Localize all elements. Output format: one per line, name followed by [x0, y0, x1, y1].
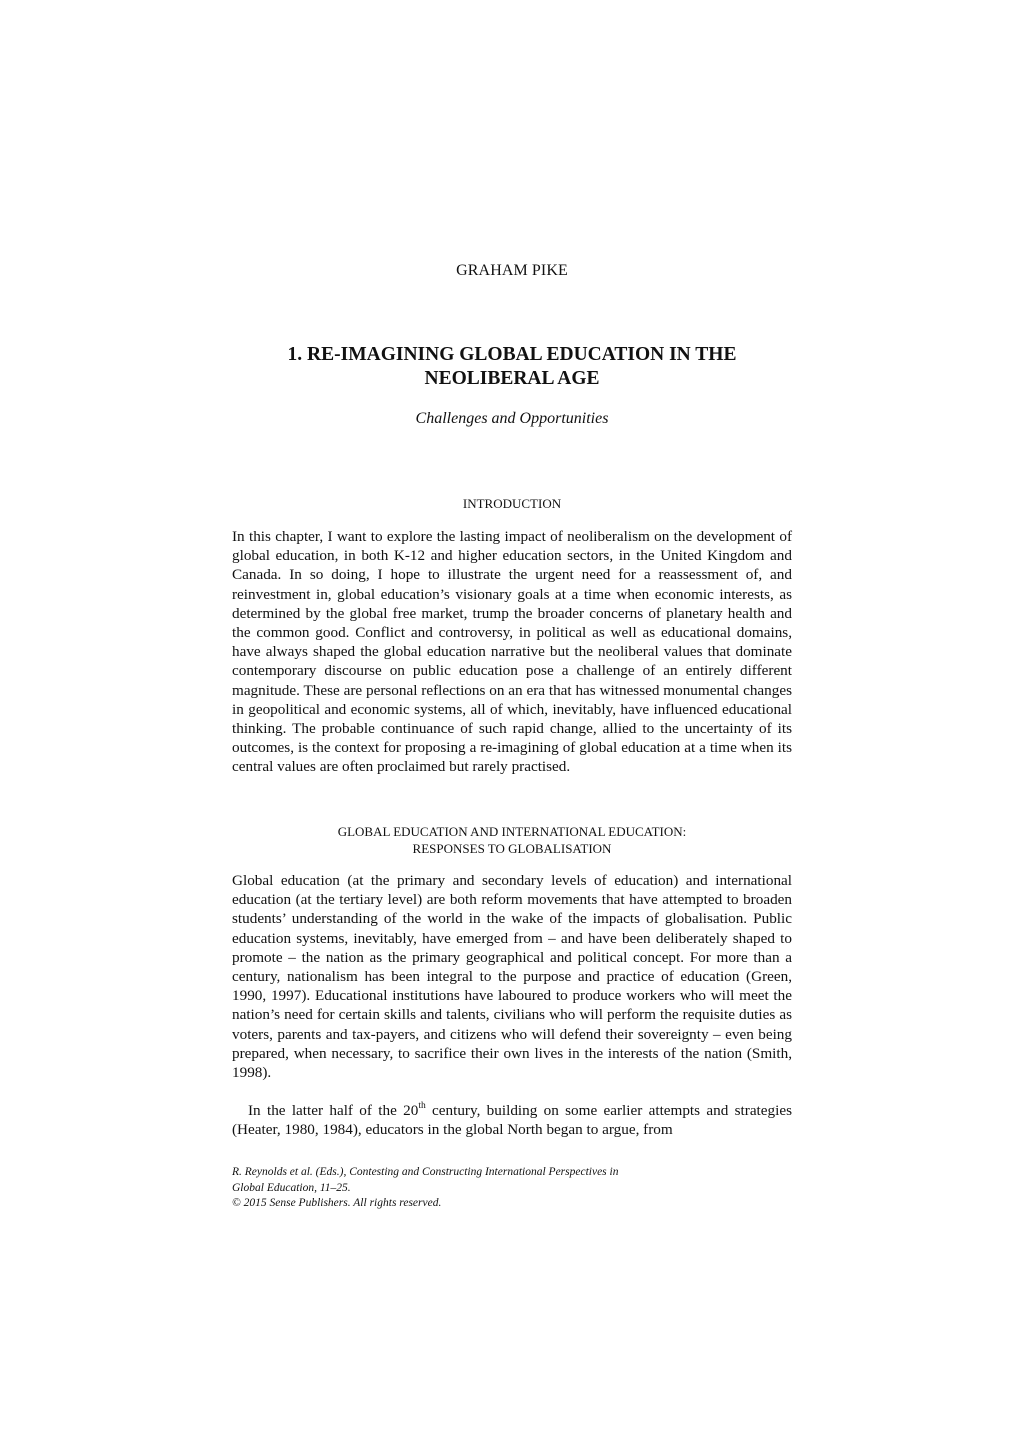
author-name: GRAHAM PIKE [456, 262, 568, 279]
footer-copyright: © 2015 Sense Publishers. All rights reserved. [232, 1197, 442, 1210]
global-education-paragraph-1: Global education (at the primary and secondary levels of education) and international education (at the tertiary level) are both reform movements that have attempted to broaden students’ understanding of the world in the wake of the impacts of globalisation. Public education systems, inevitably, have emerged from – and have been deliberately shaped to promote – the nation as the primary geographical and political concept. For more than a century, nationalism has been integral to the purpose and practice of education (Green, 1990, 1997). Educational institutions have laboured to produce workers who will meet the nation’s need for certain skills and talents, civilians who will perform the requisite duties as voters, parents and tax-payers, and citizens who will defend their sovereignty – even being prepared, when necessary, to sacrifice their own lives in the interests of the nation (Smith, 1998). [232, 872, 792, 1082]
book-page [232, 0, 792, 1448]
introduction-paragraph: In this chapter, I want to explore the lasting impact of neoliberalism on the development of global education, in both K-12 and higher education sectors, in the United Kingdom and Canada. In so doing, I hope to illustrate the urgent need for a reassessment of, and reinvestment in, global education’s visionary goals at a time when economic interests, as determined by the global free market, trump the broader concerns of planetary health and the common good. Conflict and controversy, in political as well as educational domains, have always shaped the global education narrative but the neoliberal values that dominate contemporary discourse on public education pose a challenge of an entirely different magnitude. These are personal reflections on an era that has witnessed monumental changes in geopolitical and economic systems, all of which, inevitably, have influenced educational thinking. The probable continuance of such rapid change, allied to the uncertainty of its outcomes, is the context for proposing a re-imagining of global education at a time when its central values are often proclaimed but rarely practised. [232, 528, 792, 776]
global-education-heading-line-1: GLOBAL EDUCATION AND INTERNATIONAL EDUCATION: [337, 824, 687, 839]
introduction-heading [232, 496, 792, 513]
paragraph-2-start: In the latter half of the 20 [248, 1102, 419, 1119]
global-education-heading [232, 824, 792, 857]
paragraph-2-rest: century, building on some earlier attempts and strategies (Heater, 1980, 1984), educators in the global North began to argue, from [232, 1102, 792, 1139]
footer-line-2: Global Education, 11–25. [232, 1181, 351, 1194]
ordinal-superscript: th [418, 1100, 426, 1111]
footer-line-1: R. Reynolds et al. (Eds.), Contesting and Constructing International Perspectives in [232, 1166, 619, 1178]
chapter-title-line-2: NEOLIBERAL AGE [424, 368, 600, 389]
global-education-paragraph-2 [232, 1101, 792, 1139]
citation-footer [232, 1165, 792, 1212]
chapter-subtitle: Challenges and Opportunities [415, 410, 609, 427]
global-education-heading-line-2: RESPONSES TO GLOBALISATION [412, 840, 612, 856]
chapter-title-line-1: 1. RE-IMAGINING GLOBAL EDUCATION IN THE [287, 344, 737, 365]
chapter-title [232, 343, 792, 391]
introduction-heading-text: INTRODUCTION [462, 496, 562, 511]
